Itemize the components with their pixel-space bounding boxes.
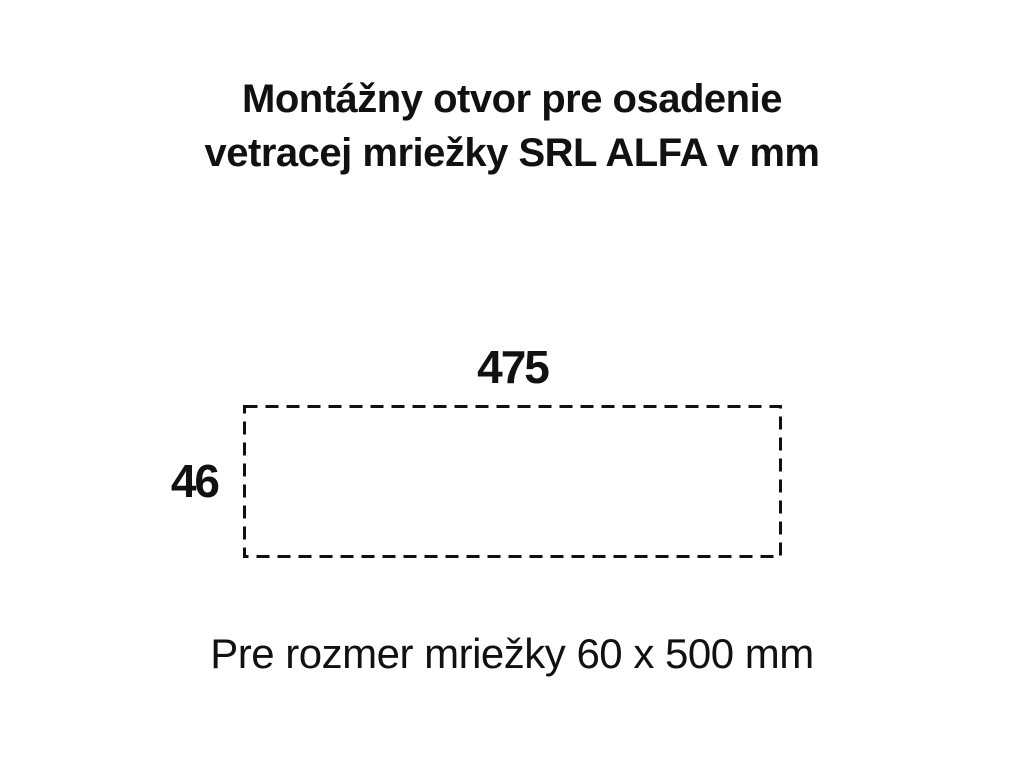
page-title <box>0 72 1024 180</box>
width-dimension-label: 475 <box>477 341 548 393</box>
mounting-hole-dashed-rect <box>245 407 781 557</box>
height-dimension-label: 46 <box>170 455 218 507</box>
title-line-2: vetracej mriežky SRL ALFA v mm <box>204 131 820 175</box>
mounting-hole-outline <box>243 405 782 558</box>
grille-size-caption: Pre rozmer mriežky 60 x 500 mm <box>210 630 814 677</box>
title-line-1: Montážny otvor pre osadenie <box>242 77 782 121</box>
